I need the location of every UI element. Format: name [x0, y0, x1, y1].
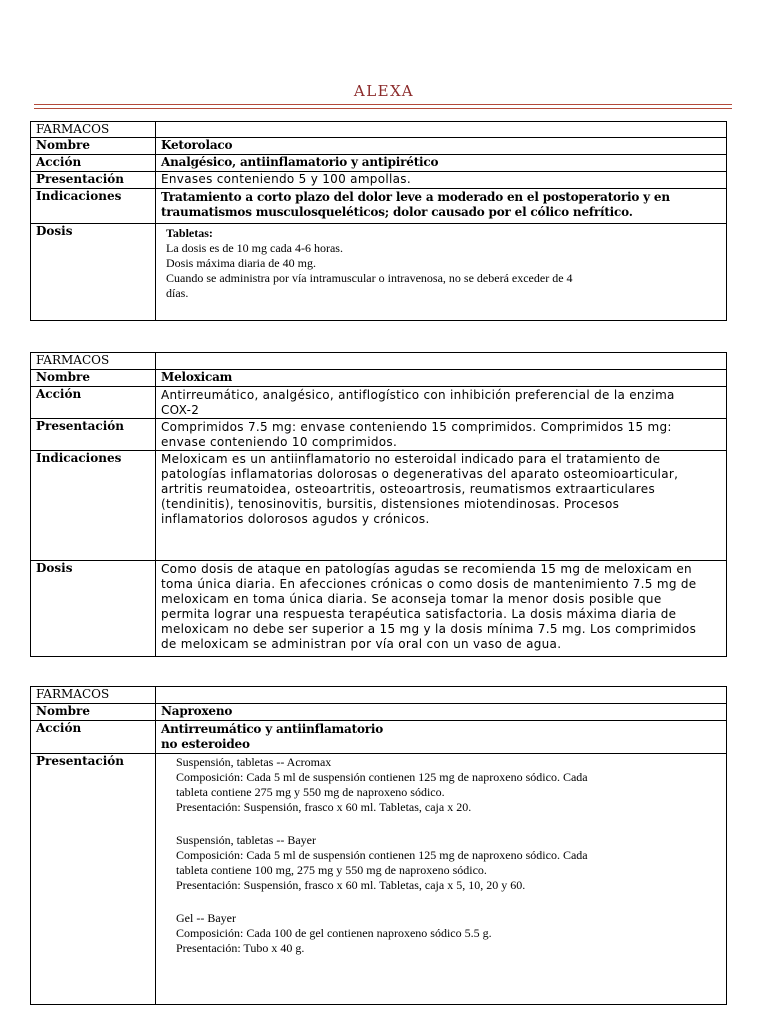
product-composition: Composición: Cada 5 ml de suspensión contienen 125 mg de naproxeno sódico. Cada [176, 848, 588, 862]
table-header-label: FARMACOS [31, 353, 156, 370]
indicaciones-line: Tratamiento a corto plazo del dolor leve a moderado en el postoperatorio y en [161, 190, 670, 204]
drug-table-naproxeno [30, 686, 727, 1005]
row-label-indicaciones: Indicaciones [31, 451, 156, 561]
product-presentation: Presentación: Suspensión, frasco x 60 ml. Tabletas, caja x 20. [176, 800, 472, 814]
spacer [176, 815, 721, 833]
drug-name: Ketorolaco [156, 138, 727, 155]
product-composition: Composición: Cada 5 ml de suspensión contienen 125 mg de naproxeno sódico. Cada [176, 770, 588, 784]
indicaciones-line: artritis reumatoidea, osteoartritis, osteoartrosis, reumatismos extraarticulares [161, 482, 656, 496]
row-label-indicaciones: Indicaciones [31, 189, 156, 224]
row-label-presentacion: Presentación [31, 754, 156, 1005]
table-header-value [156, 687, 727, 704]
indicaciones-line: Meloxicam es un antiinflamatorio no esteroidal indicado para el tratamiento de [161, 452, 661, 466]
dosis-line: Cuando se administra por vía intramuscular o intravenosa, no se deberá exceder de 4 [166, 271, 573, 285]
accion-line: COX-2 [161, 403, 200, 417]
product-composition: tableta contiene 100 mg, 275 mg y 550 mg de naproxeno sódico. [176, 863, 487, 877]
drug-presentacion [156, 419, 727, 451]
row-label-nombre: Nombre [31, 370, 156, 387]
drug-presentacion [156, 754, 727, 1005]
table-header-value [156, 122, 727, 138]
accion-line: no esteroideo [161, 737, 250, 751]
spacer [176, 893, 721, 911]
drug-table-meloxicam [30, 352, 727, 657]
dosis-line: días. [166, 286, 189, 300]
dosis-line: meloxicam en toma única diaria. Se aconseja tomar la menor dosis posible que [161, 592, 662, 606]
row-label-accion: Acción [31, 387, 156, 419]
dosis-line: Dosis máxima diaria de 40 mg. [166, 256, 316, 270]
drug-accion [156, 721, 727, 754]
dosis-line: toma única diaria. En afecciones crónicas o como dosis de mantenimiento 7.5 mg de [161, 577, 697, 591]
indicaciones-line: patologías inflamatorias dolorosas o degenerativas del aparato osteomioarticular, [161, 467, 679, 481]
drug-dosis [156, 224, 727, 321]
product-composition: Composición: Cada 100 de gel contienen naproxeno sódico 5.5 g. [176, 926, 492, 940]
drug-name: Meloxicam [156, 370, 727, 387]
product-title: Suspensión, tabletas -- Acromax [176, 755, 332, 769]
row-label-nombre: Nombre [31, 704, 156, 721]
table-header-label: FARMACOS [31, 687, 156, 704]
row-label-accion: Acción [31, 155, 156, 172]
dosis-line: permita lograr una respuesta terapéutica satisfactoria. La dosis máxima diaria de [161, 607, 677, 621]
row-label-dosis: Dosis [31, 224, 156, 321]
indicaciones-line: inflamatorios dolorosos agudos y crónicos. [161, 512, 430, 526]
drug-accion [156, 387, 727, 419]
product-title: Suspensión, tabletas -- Bayer [176, 833, 316, 847]
accion-line: Antirreumático, analgésico, antiflogístico con inhibición preferencial de la enzima [161, 388, 675, 402]
dosis-line: de meloxicam se administran por vía oral con un vaso de agua. [161, 637, 562, 651]
indicaciones-line: (tendinitis), tenosinovitis, bursitis, distensiones miotendinosas. Procesos [161, 497, 620, 511]
title-divider-bottom [34, 108, 732, 109]
presentacion-line: envase conteniendo 10 comprimidos. [161, 435, 398, 449]
drug-table-ketorolaco [30, 121, 727, 321]
drug-indicaciones [156, 189, 727, 224]
accion-line: Antirreumático y antiinflamatorio [161, 722, 384, 736]
title-divider-top [34, 104, 732, 105]
dosis-line: Como dosis de ataque en patologías agudas se recomienda 15 mg de meloxicam en [161, 562, 692, 576]
presentacion-line: Comprimidos 7.5 mg: envase conteniendo 15 comprimidos. Comprimidos 15 mg: [161, 420, 672, 434]
indicaciones-line: traumatismos musculosqueléticos; dolor causado por el cólico nefrítico. [161, 205, 633, 219]
product-title: Gel -- Bayer [176, 911, 236, 925]
row-label-presentacion: Presentación [31, 172, 156, 189]
table-header-label: FARMACOS [31, 122, 156, 138]
page-title: ALEXA [353, 82, 415, 100]
row-label-nombre: Nombre [31, 138, 156, 155]
product-presentation: Presentación: Suspensión, frasco x 60 ml. Tabletas, caja x 5, 10, 20 y 60. [176, 878, 526, 892]
dosis-heading: Tabletas: [166, 226, 213, 240]
dosis-line: meloxicam no debe ser superior a 15 mg y la dosis mínima 7.5 mg. Los comprimidos [161, 622, 697, 636]
dosis-line: La dosis es de 10 mg cada 4-6 horas. [166, 241, 343, 255]
product-presentation: Presentación: Tubo x 40 g. [176, 941, 305, 955]
row-label-presentacion: Presentación [31, 419, 156, 451]
drug-presentacion: Envases conteniendo 5 y 100 ampollas. [156, 172, 727, 189]
drug-indicaciones [156, 451, 727, 561]
product-composition: tableta contiene 275 mg y 550 mg de naproxeno sódico. [176, 785, 445, 799]
drug-dosis [156, 561, 727, 657]
table-header-value [156, 353, 727, 370]
row-label-dosis: Dosis [31, 561, 156, 657]
drug-accion: Analgésico, antiinflamatorio y antipirético [156, 155, 727, 172]
drug-name: Naproxeno [156, 704, 727, 721]
row-label-accion: Acción [31, 721, 156, 754]
